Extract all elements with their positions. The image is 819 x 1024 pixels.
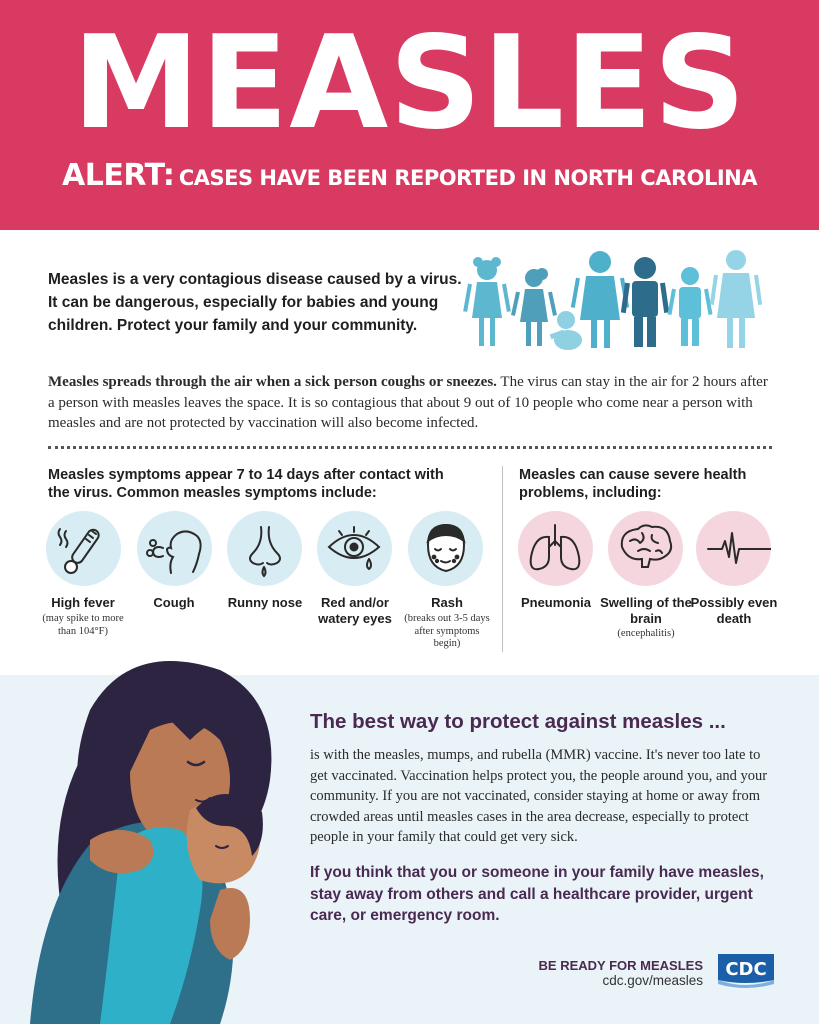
nose-icon	[227, 511, 302, 586]
children-illustration	[462, 248, 762, 358]
thermometer-icon	[46, 511, 121, 586]
symptom-label: Cough	[153, 595, 195, 610]
cough-icon	[137, 511, 212, 586]
complication-label: Pneumonia	[520, 595, 592, 610]
symptom-label: Runny nose	[227, 595, 303, 610]
complication-note: (encephalitis)	[617, 628, 675, 639]
symptoms-heading: Measles symptoms appear 7 to 14 days after contact with the virus. Common measles symptoms include:	[48, 467, 444, 501]
brain-icon	[608, 511, 683, 586]
alert-banner	[0, 0, 819, 230]
symptom-label: High fever	[51, 595, 115, 610]
spread-body: The virus can stay in the air for 2 hours after a person with measles leaves the space. It is so contagious that about 9 out of 10 people who come near a person with measles and are not protected by vaccination will also become infected.	[48, 374, 768, 431]
column-divider	[502, 466, 503, 652]
symptom-label: Red and/or watery eyes	[318, 595, 392, 626]
call-to-action: If you think that you or someone in your family have measles, stay away from others and call a healthcare provider, urgent care, or emergency room.	[310, 864, 764, 924]
alert-label: ALERT:	[62, 158, 175, 193]
symptom-note: (breaks out 3-5 days after symptoms begin)	[404, 613, 490, 649]
symptom-note: (may spike to more than 104°F)	[42, 613, 124, 637]
protect-body: is with the measles, mumps, and rubella (MMR) vaccine. It's never too late to get vaccinated. Vaccination helps protect you, the people around you, and your community. If you are not vaccinated, consider staying at home or away from crowded areas until measles cases in the area decrease, especially to protect people in your family that could get very sick.	[310, 747, 768, 846]
alert-text: CASES HAVE BEEN REPORTED IN NORTH CAROLINA	[178, 166, 757, 190]
alert-subtitle	[0, 158, 819, 193]
spread-lead: Measles spreads through the air when a sick person coughs or sneezes.	[48, 374, 497, 390]
complication-label: Swelling of the brain	[600, 595, 692, 626]
complications-heading: Measles can cause severe health problems, including:	[519, 467, 747, 501]
eye-icon	[317, 511, 392, 586]
complication-label: Possibly even death	[690, 595, 778, 626]
spread-paragraph	[48, 372, 770, 434]
symptom-label: Rash	[431, 595, 463, 610]
cdc-logo	[716, 950, 776, 988]
ready-tagline: BE READY FOR MEASLES	[538, 958, 703, 973]
heartbeat-icon	[696, 511, 771, 586]
lungs-icon	[518, 511, 593, 586]
cdc-logo-text: CDC	[725, 959, 767, 980]
dotted-divider	[48, 446, 772, 449]
rash-face-icon	[408, 511, 483, 586]
protect-title: The best way to protect against measles ...	[310, 710, 726, 733]
mother-child-illustration	[20, 650, 310, 1024]
page-title: MEASLES	[72, 9, 747, 158]
cdc-link[interactable]: cdc.gov/measles	[602, 973, 703, 988]
intro-text: Measles is a very contagious disease caused by a virus. It can be dangerous, especially for babies and young children. Protect your family and your community.	[48, 271, 462, 334]
